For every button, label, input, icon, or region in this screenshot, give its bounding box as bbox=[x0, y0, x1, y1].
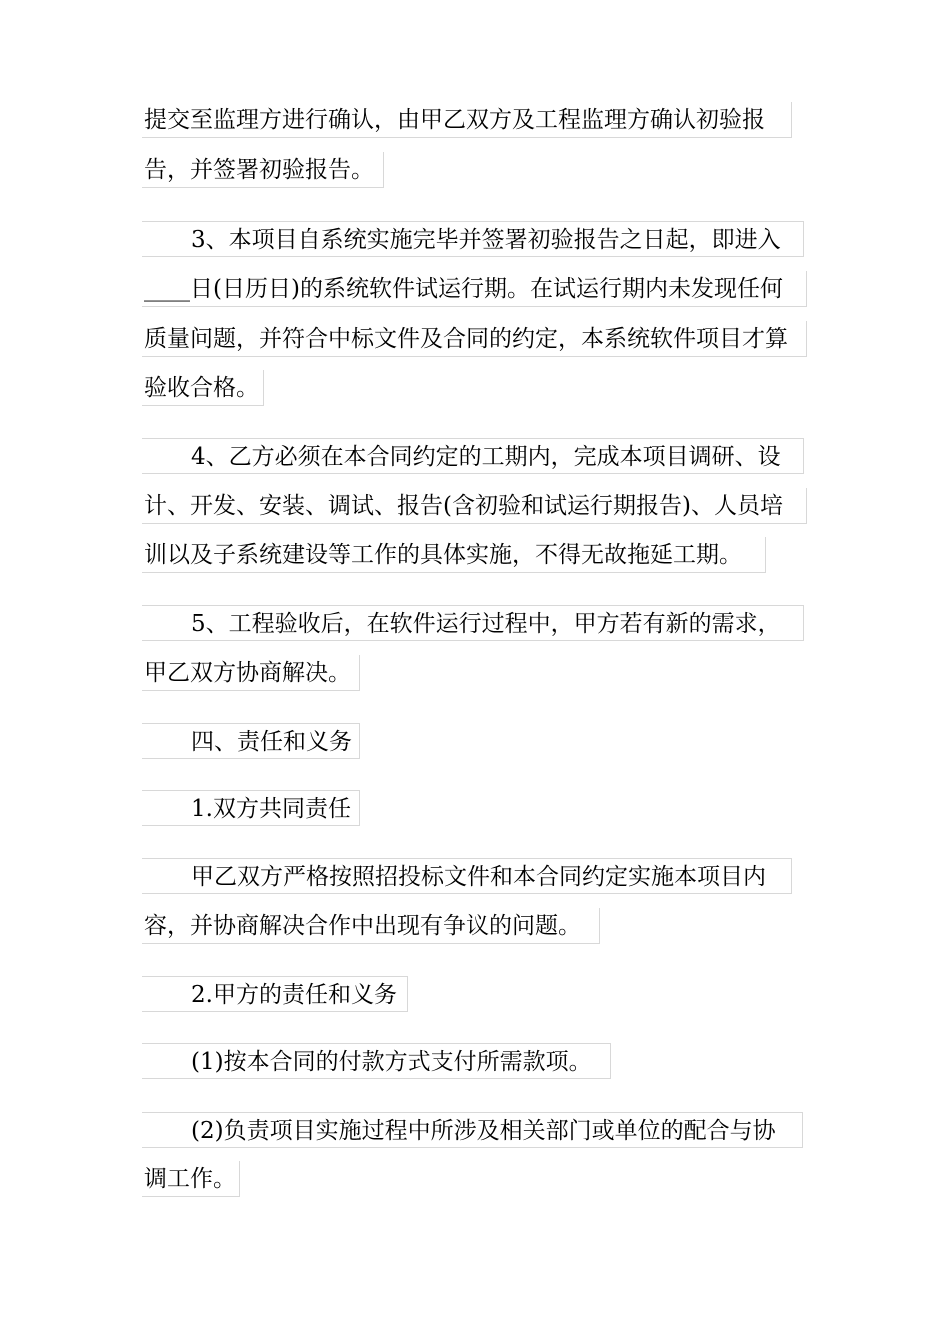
list-item: (2)负责项目实施过程中所涉及相关部门或单位的配合与协 bbox=[142, 1112, 803, 1148]
paragraph-3-start: 3、本项目自系统实施完毕并签署初验报告之日起，即进入 bbox=[142, 221, 804, 257]
text-line: 容，并协商解决合作中出现有争议的问题。 bbox=[142, 908, 600, 944]
subsection-heading: 1.双方共同责任 bbox=[142, 790, 360, 826]
text-line: 训以及子系统建设等工作的具体实施，不得无故拖延工期。 bbox=[142, 537, 766, 573]
text-line: 计、开发、安装、调试、报告(含初验和试运行期报告)、人员培 bbox=[142, 488, 807, 524]
text-line: ____日(日历日)的系统软件试运行期。在试运行期内未发现任何 bbox=[142, 271, 807, 307]
paragraph-5-start: 5、工程验收后，在软件运行过程中，甲方若有新的需求， bbox=[142, 605, 804, 641]
text-line: 质量问题，并符合中标文件及合同的约定，本系统软件项目才算 bbox=[142, 321, 807, 357]
paragraph-4-start: 4、乙方必须在本合同约定的工期内，完成本项目调研、设 bbox=[142, 438, 804, 474]
text-line: 告，并签署初验报告。 bbox=[142, 152, 384, 188]
text-line: 甲乙双方协商解决。 bbox=[142, 655, 360, 691]
paragraph-start: 甲乙双方严格按照招投标文件和本合同约定实施本项目内 bbox=[142, 858, 792, 894]
text-line: 提交至监理方进行确认，由甲乙双方及工程监理方确认初验报 bbox=[142, 102, 792, 138]
section-heading: 四、责任和义务 bbox=[142, 723, 360, 759]
list-item: (1)按本合同的付款方式支付所需款项。 bbox=[142, 1043, 611, 1079]
subsection-heading: 2.甲方的责任和义务 bbox=[142, 976, 408, 1012]
text-line: 调工作。 bbox=[142, 1161, 240, 1197]
text-line: 验收合格。 bbox=[142, 370, 264, 406]
